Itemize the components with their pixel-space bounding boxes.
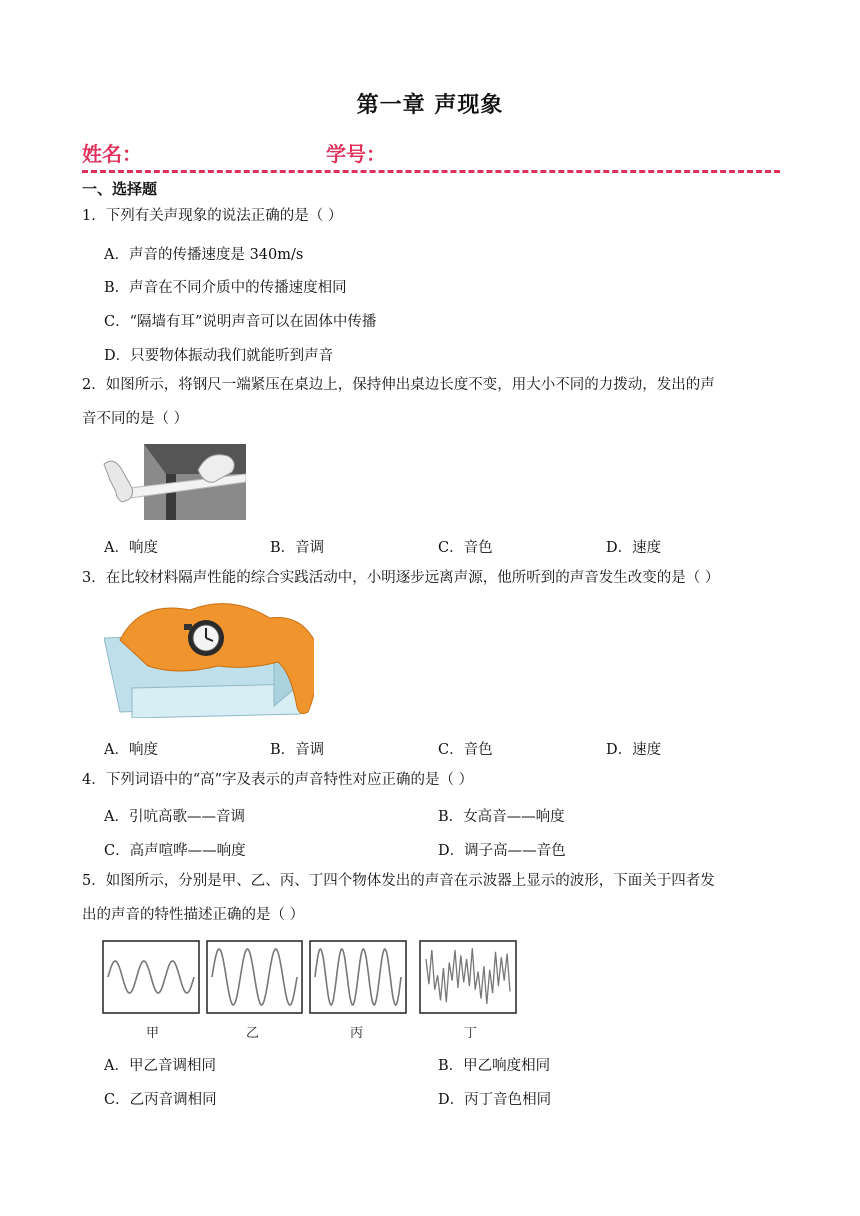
q4-stem: 4．下列词语中的“高”字及表示的声音特性对应正确的是（ ） [82,772,474,788]
page-title: 第一章 声现象 [356,93,504,118]
q1-stem: 1．下列有关声现象的说法正确的是（ ） [82,208,343,224]
q1-option-d: D．只要物体振动我们就能听到声音 [104,348,334,364]
q2-stem-line2: 音不同的是（ ） [82,411,189,427]
q2-option-c: C．音色 [438,540,493,556]
clock-in-box-figure [104,600,314,718]
q2-stem-line1: 2．如图所示，将钢尺一端紧压在桌边上，保持伸出桌边长度不变，用大小不同的力拨动，发出的声 [82,377,715,393]
ruler-on-table-figure [100,444,246,520]
caption-jia: 甲 [146,1026,160,1041]
q4-option-d: D．调子高——音色 [438,843,566,859]
q4-option-a: A．引吭高歌——音调 [104,809,245,825]
q3-stem: 3．在比较材料隔声性能的综合实践活动中，小明逐步远离声源，他所听到的声音发生改变的是（ ） [82,570,720,586]
dashed-divider [82,170,780,173]
student-id-label: 学号： [326,142,386,166]
section-heading: 一、选择题 [82,180,158,198]
q4-option-b: B．女高音——响度 [438,809,565,825]
q2-option-a: A．响度 [104,540,158,556]
q2-option-b: B．音调 [270,540,325,556]
q1-option-b: B．声音在不同介质中的传播速度相同 [104,280,347,296]
q5-stem-line2: 出的声音的特性描述正确的是（ ） [82,907,305,923]
caption-bing: 丙 [350,1026,364,1041]
caption-yi: 乙 [246,1026,260,1041]
waveform-figure [102,940,518,1016]
q5-option-d: D．丙丁音色相同 [438,1092,552,1108]
q3-option-d: D．速度 [606,742,662,758]
q2-option-d: D．速度 [606,540,662,556]
q5-option-b: B．甲乙响度相同 [438,1058,551,1074]
caption-ding: 丁 [464,1026,478,1041]
q5-option-c: C．乙丙音调相同 [104,1092,217,1108]
q5-stem-line1: 5．如图所示，分别是甲、乙、丙、丁四个物体发出的声音在示波器上显示的波形，下面关于四者发 [82,873,715,889]
q5-option-a: A．甲乙音调相同 [104,1058,216,1074]
q4-option-c: C．高声喧哗——响度 [104,843,246,859]
q3-option-b: B．音调 [270,742,325,758]
q1-option-c: C．“隔墙有耳”说明声音可以在固体中传播 [104,314,377,330]
q1-option-a: A．声音的传播速度是 340m/s [104,247,304,263]
q3-option-c: C．音色 [438,742,493,758]
name-label: 姓名： [82,142,142,166]
q3-option-a: A．响度 [104,742,158,758]
